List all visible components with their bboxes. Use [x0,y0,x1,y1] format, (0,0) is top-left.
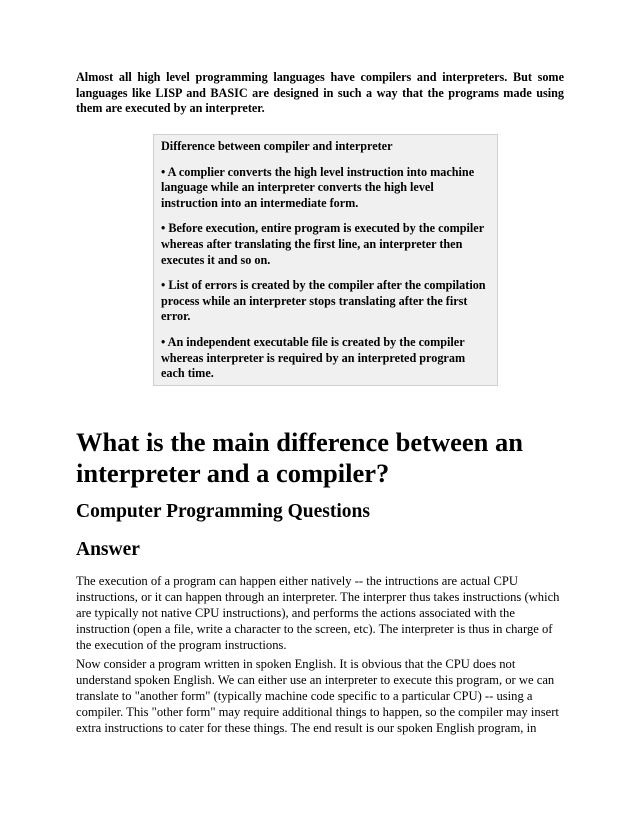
difference-point-line: • Before execution, entire program is executed by the compiler [161,221,485,236]
answer-paragraph-2 [76,656,566,736]
difference-point-line: whereas interpreter is required by an interpreted program [161,350,466,365]
difference-point-line: error. [161,309,191,324]
paragraph-line: compiler. This "other form" may require additional things to happen, so the compiler may insert [76,705,559,719]
intro-paragraph [76,70,564,117]
paragraph-line: instructions, or it can happen through an interpreter. The interprer thus takes instructions (which [76,590,560,604]
paragraph-line: are typically not native CPU instructions), and performs the actions associated with the [76,606,515,620]
difference-box [153,134,498,386]
difference-point-line: each time. [161,366,214,381]
category-heading: Computer Programming Questions [76,501,370,522]
answer-heading: Answer [76,539,140,560]
paragraph-line: instruction (open a file, write a character to the screen, etc). The interpreter is thus in charge of [76,622,553,636]
answer-paragraph-1 [76,573,566,653]
difference-point-line: • A complier converts the high level instruction into machine [161,164,475,179]
paragraph-line: Now consider a program written in spoken English. It is obvious that the CPU does not [76,657,516,671]
paragraph-line: understand spoken English. We can either use an interpreter to execute this program, or we can [76,673,555,687]
article-title-line: interpreter and a compiler? [76,458,390,488]
difference-point-line: instruction into an intermediate form. [161,195,359,210]
article-title-line: What is the main difference between an [76,427,524,457]
paragraph-line: the execution of the program instructions. [76,638,287,652]
difference-point-line: language while an interpreter converts the high level [161,180,434,195]
difference-box-title: Difference between compiler and interpreter [161,139,393,153]
intro-line: languages like LISP and BASIC are designed in such a way that the programs made using [76,85,564,100]
difference-point-line: whereas after translating the first line, an interpreter then [161,236,463,251]
paragraph-line: translate to "another form" (typically machine code specific to a particular CPU) -- using a [76,689,533,703]
difference-point-line: process while an interpreter stops translating after the first [161,293,468,308]
article-title [76,427,576,489]
paragraph-line: The execution of a program can happen either natively -- the intructions are actual CPU [76,574,519,588]
difference-point-line: • List of errors is created by the compiler after the compilation [161,278,486,293]
difference-point-line: executes it and so on. [161,252,271,267]
intro-line: them are executed by an interpreter. [76,101,265,115]
paragraph-line: extra instructions to cater for these things. The end result is our spoken English program, in [76,721,537,735]
difference-point-line: • An independent executable file is created by the compiler [161,334,465,349]
intro-line: Almost all high level programming languages have compilers and interpreters. But some [76,70,564,84]
